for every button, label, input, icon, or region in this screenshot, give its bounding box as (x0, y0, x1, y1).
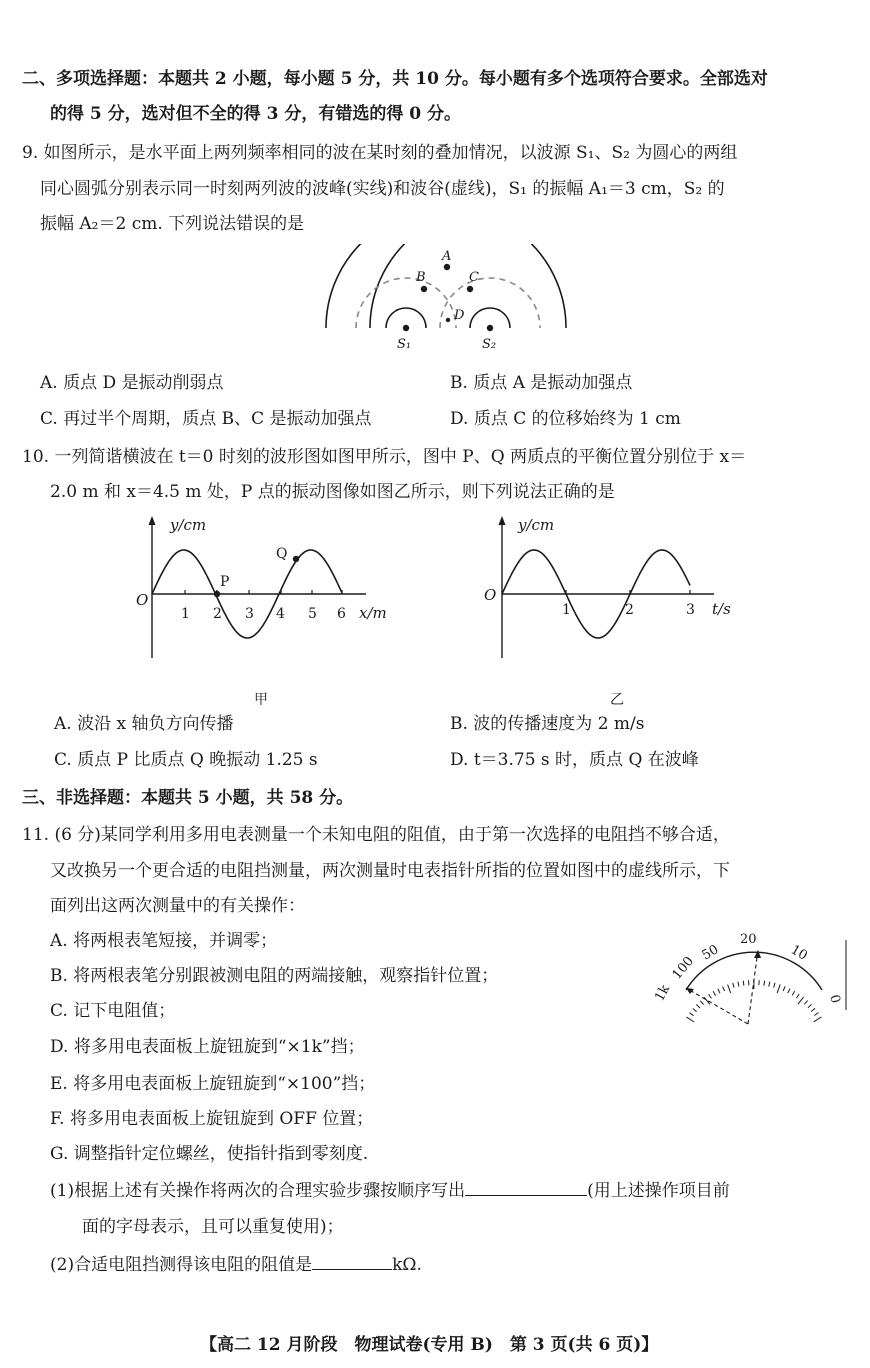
y-axis-arrow (149, 516, 156, 525)
label-q: Q (276, 546, 288, 562)
label-c: C (469, 270, 479, 285)
dial-label-20: 20 (740, 932, 757, 947)
origin-yi: O (484, 586, 497, 604)
q9-option-d: D. 质点 C 的位移始终为 1 cm (450, 409, 681, 429)
pointer-second-head (754, 950, 761, 958)
source-s1-dot (403, 325, 409, 331)
label-b: B (416, 270, 426, 285)
q11-sub2-text-b: kΩ. (392, 1255, 422, 1275)
dial-tick (764, 981, 765, 986)
q10-option-c: C. 质点 P 比质点 Q 晚振动 1.25 s (54, 750, 318, 770)
point-d-dot (446, 318, 450, 322)
q10-option-b: B. 波的传播速度为 2 m/s (450, 714, 645, 734)
q11-step-g: G. 调整指针定位螺丝，使指针指到零刻度. (50, 1144, 369, 1164)
tick-3: 3 (245, 606, 254, 622)
section2-header-line1: 二、多项选择题：本题共 2 小题，每小题 5 分，共 10 分。每小题有多个选项符合要求。全部选对 (22, 69, 768, 89)
q11-step-b: B. 将两根表笔分别跟被测电阻的两端接触，观察指针位置； (50, 966, 499, 986)
caption-jia: 甲 (254, 692, 268, 708)
dial-tick (788, 989, 790, 993)
waveform-graph-jia (130, 508, 420, 666)
dial-tick (804, 1001, 807, 1005)
section2-header-line2: 的得 5 分，选对但不全的得 3 分，有错选的得 0 分。 (50, 104, 461, 124)
label-a: A (442, 249, 452, 264)
q11-sub2-text-a: (2)合适电阻挡测得该电阻的阻值是 (50, 1255, 313, 1275)
source-s2-dot (487, 325, 493, 331)
label-p: P (220, 574, 230, 590)
q11-step-f: F. 将多用电表面板上旋钮旋到 OFF 位置； (50, 1109, 374, 1129)
caption-yi: 乙 (610, 692, 624, 708)
dial-tick (796, 994, 799, 998)
point-b-dot (421, 286, 427, 292)
dial-tick (792, 991, 795, 995)
q11-line2: 又改换另一个更合适的电阻挡测量，两次测量时电表指针所指的位置如图中的虚线所示，下 (50, 861, 730, 881)
label-s2: S₂ (482, 337, 497, 352)
pointer-first (686, 988, 748, 1024)
dial-label-50: 50 (699, 942, 722, 964)
dial-tick (814, 1013, 818, 1016)
q11-sub2-answer-blank[interactable] (312, 1268, 392, 1270)
dial-tick (696, 1005, 700, 1009)
q9-option-a: A. 质点 D 是振动削弱点 (40, 373, 224, 393)
label-s1: S₁ (397, 337, 412, 352)
dial-tick (718, 989, 720, 993)
dial-tick (693, 1009, 697, 1012)
q11-sub1-text-a: (1)根据上述有关操作将两次的合理实验步骤按顺序写出 (50, 1181, 466, 1201)
dial-tick (769, 982, 770, 987)
point-a-dot (444, 264, 450, 270)
vibration-graph-yi (482, 508, 742, 666)
q11-sub1-line1 (50, 1176, 730, 1201)
dial-label-100: 100 (669, 953, 698, 983)
page-footer: 【高二 12 月阶段 物理试卷(专用 B) 第 3 页(共 6 页)】 (200, 1335, 659, 1355)
dial-tick (783, 986, 785, 991)
tick-2: 2 (213, 606, 222, 622)
q10-option-d: D. t＝3.75 s 时，质点 Q 在波峰 (450, 750, 699, 770)
dial-tick (713, 991, 716, 995)
q11-step-d: D. 将多用电表面板上旋钮旋到“×1k”挡； (50, 1037, 365, 1057)
q11-line3: 面列出这两次测量中的有关操作： (50, 896, 305, 916)
point-q-dot (293, 556, 299, 562)
tick-2: 2 (625, 602, 634, 618)
dial-tick (709, 994, 712, 998)
q10-option-a: A. 波沿 x 轴负方向传播 (54, 714, 234, 734)
q9-line2: 同心圆弧分别表示同一时刻两列波的波峰(实线)和波谷(虚线)，S₁ 的振幅 A₁＝3 cm，S₂ 的 (40, 179, 725, 199)
q11-step-a: A. 将两根表笔短接，并调零； (50, 931, 278, 951)
q9-line3: 振幅 A₂＝2 cm. 下列说法错误的是 (40, 214, 305, 234)
dial-tick (798, 997, 804, 1004)
q11-sub2 (50, 1250, 422, 1275)
section3-header: 三、非选择题：本题共 5 小题，共 58 分。 (22, 788, 354, 808)
ohmmeter-dial-figure (650, 928, 855, 1028)
pointer-second (748, 950, 758, 1024)
dial-tick (777, 984, 780, 993)
ylabel-yi: y/cm (518, 516, 555, 534)
tick-1: 1 (181, 606, 190, 622)
dial-label-0: 0 (826, 993, 843, 1006)
point-p-dot (214, 591, 220, 597)
dial-tick (808, 1004, 812, 1008)
dial-tick (687, 1017, 695, 1022)
tick-4: 4 (276, 606, 285, 622)
q11-sub1-answer-blank[interactable] (465, 1194, 587, 1196)
dial-ticks (687, 980, 822, 1022)
dial-tick (690, 1013, 694, 1016)
xlabel-jia: x/m (359, 604, 387, 622)
y-axis-arrow (499, 516, 506, 525)
tick-3: 3 (686, 602, 695, 618)
tick-6: 6 (337, 606, 346, 622)
xlabel-yi: t/s (712, 600, 731, 618)
q10-line1: 10. 一列简谐横波在 t＝0 时刻的波形图如图甲所示，图中 P、Q 两质点的平衡位置分别位于 x＝ (22, 447, 747, 467)
q11-line1: 11. (6 分)某同学利用多用电表测量一个未知电阻的阻值，由于第一次选择的电阻挡不够合适， (22, 825, 730, 845)
dial-label-10: 10 (788, 942, 810, 964)
q11-step-c: C. 记下电阻值； (50, 1001, 176, 1021)
dial-tick (700, 1001, 703, 1005)
pointer-first-head (686, 988, 694, 994)
origin-jia: O (136, 591, 149, 609)
q9-option-c: C. 再过半个周期，质点 B、C 是振动加强点 (40, 409, 372, 429)
wave-interference-figure (320, 244, 570, 354)
dial-tick (811, 1008, 815, 1011)
ylabel-jia: y/cm (170, 516, 207, 534)
dial-tick (723, 986, 725, 991)
dial-tick (738, 982, 739, 987)
q10-line2: 2.0 m 和 x＝4.5 m 处，P 点的振动图像如图乙所示，则下列说法正确的是 (50, 482, 615, 502)
point-c-dot (467, 286, 473, 292)
dial-tick (814, 1017, 822, 1022)
q9-option-b: B. 质点 A 是振动加强点 (450, 373, 633, 393)
label-d: D (454, 308, 465, 323)
dial-label-1k: 1k (652, 982, 674, 1004)
tick-1: 1 (562, 602, 571, 618)
dial-tick (743, 981, 744, 986)
tick-5: 5 (308, 606, 317, 622)
dial-tick (728, 985, 731, 994)
dial-tick (774, 983, 775, 988)
q9-line1: 9. 如图所示，是水平面上两列频率相同的波在某时刻的叠加情况，以波源 S₁、S₂ 为圆心的两组 (22, 143, 738, 163)
q11-sub1-text-b: (用上述操作项目前 (587, 1181, 730, 1201)
q11-sub1-line2: 面的字母表示，且可以重复使用)； (82, 1217, 344, 1237)
dial-tick (733, 983, 734, 988)
q11-step-e: E. 将多用电表面板上旋钮旋到“×100”挡； (50, 1074, 376, 1094)
